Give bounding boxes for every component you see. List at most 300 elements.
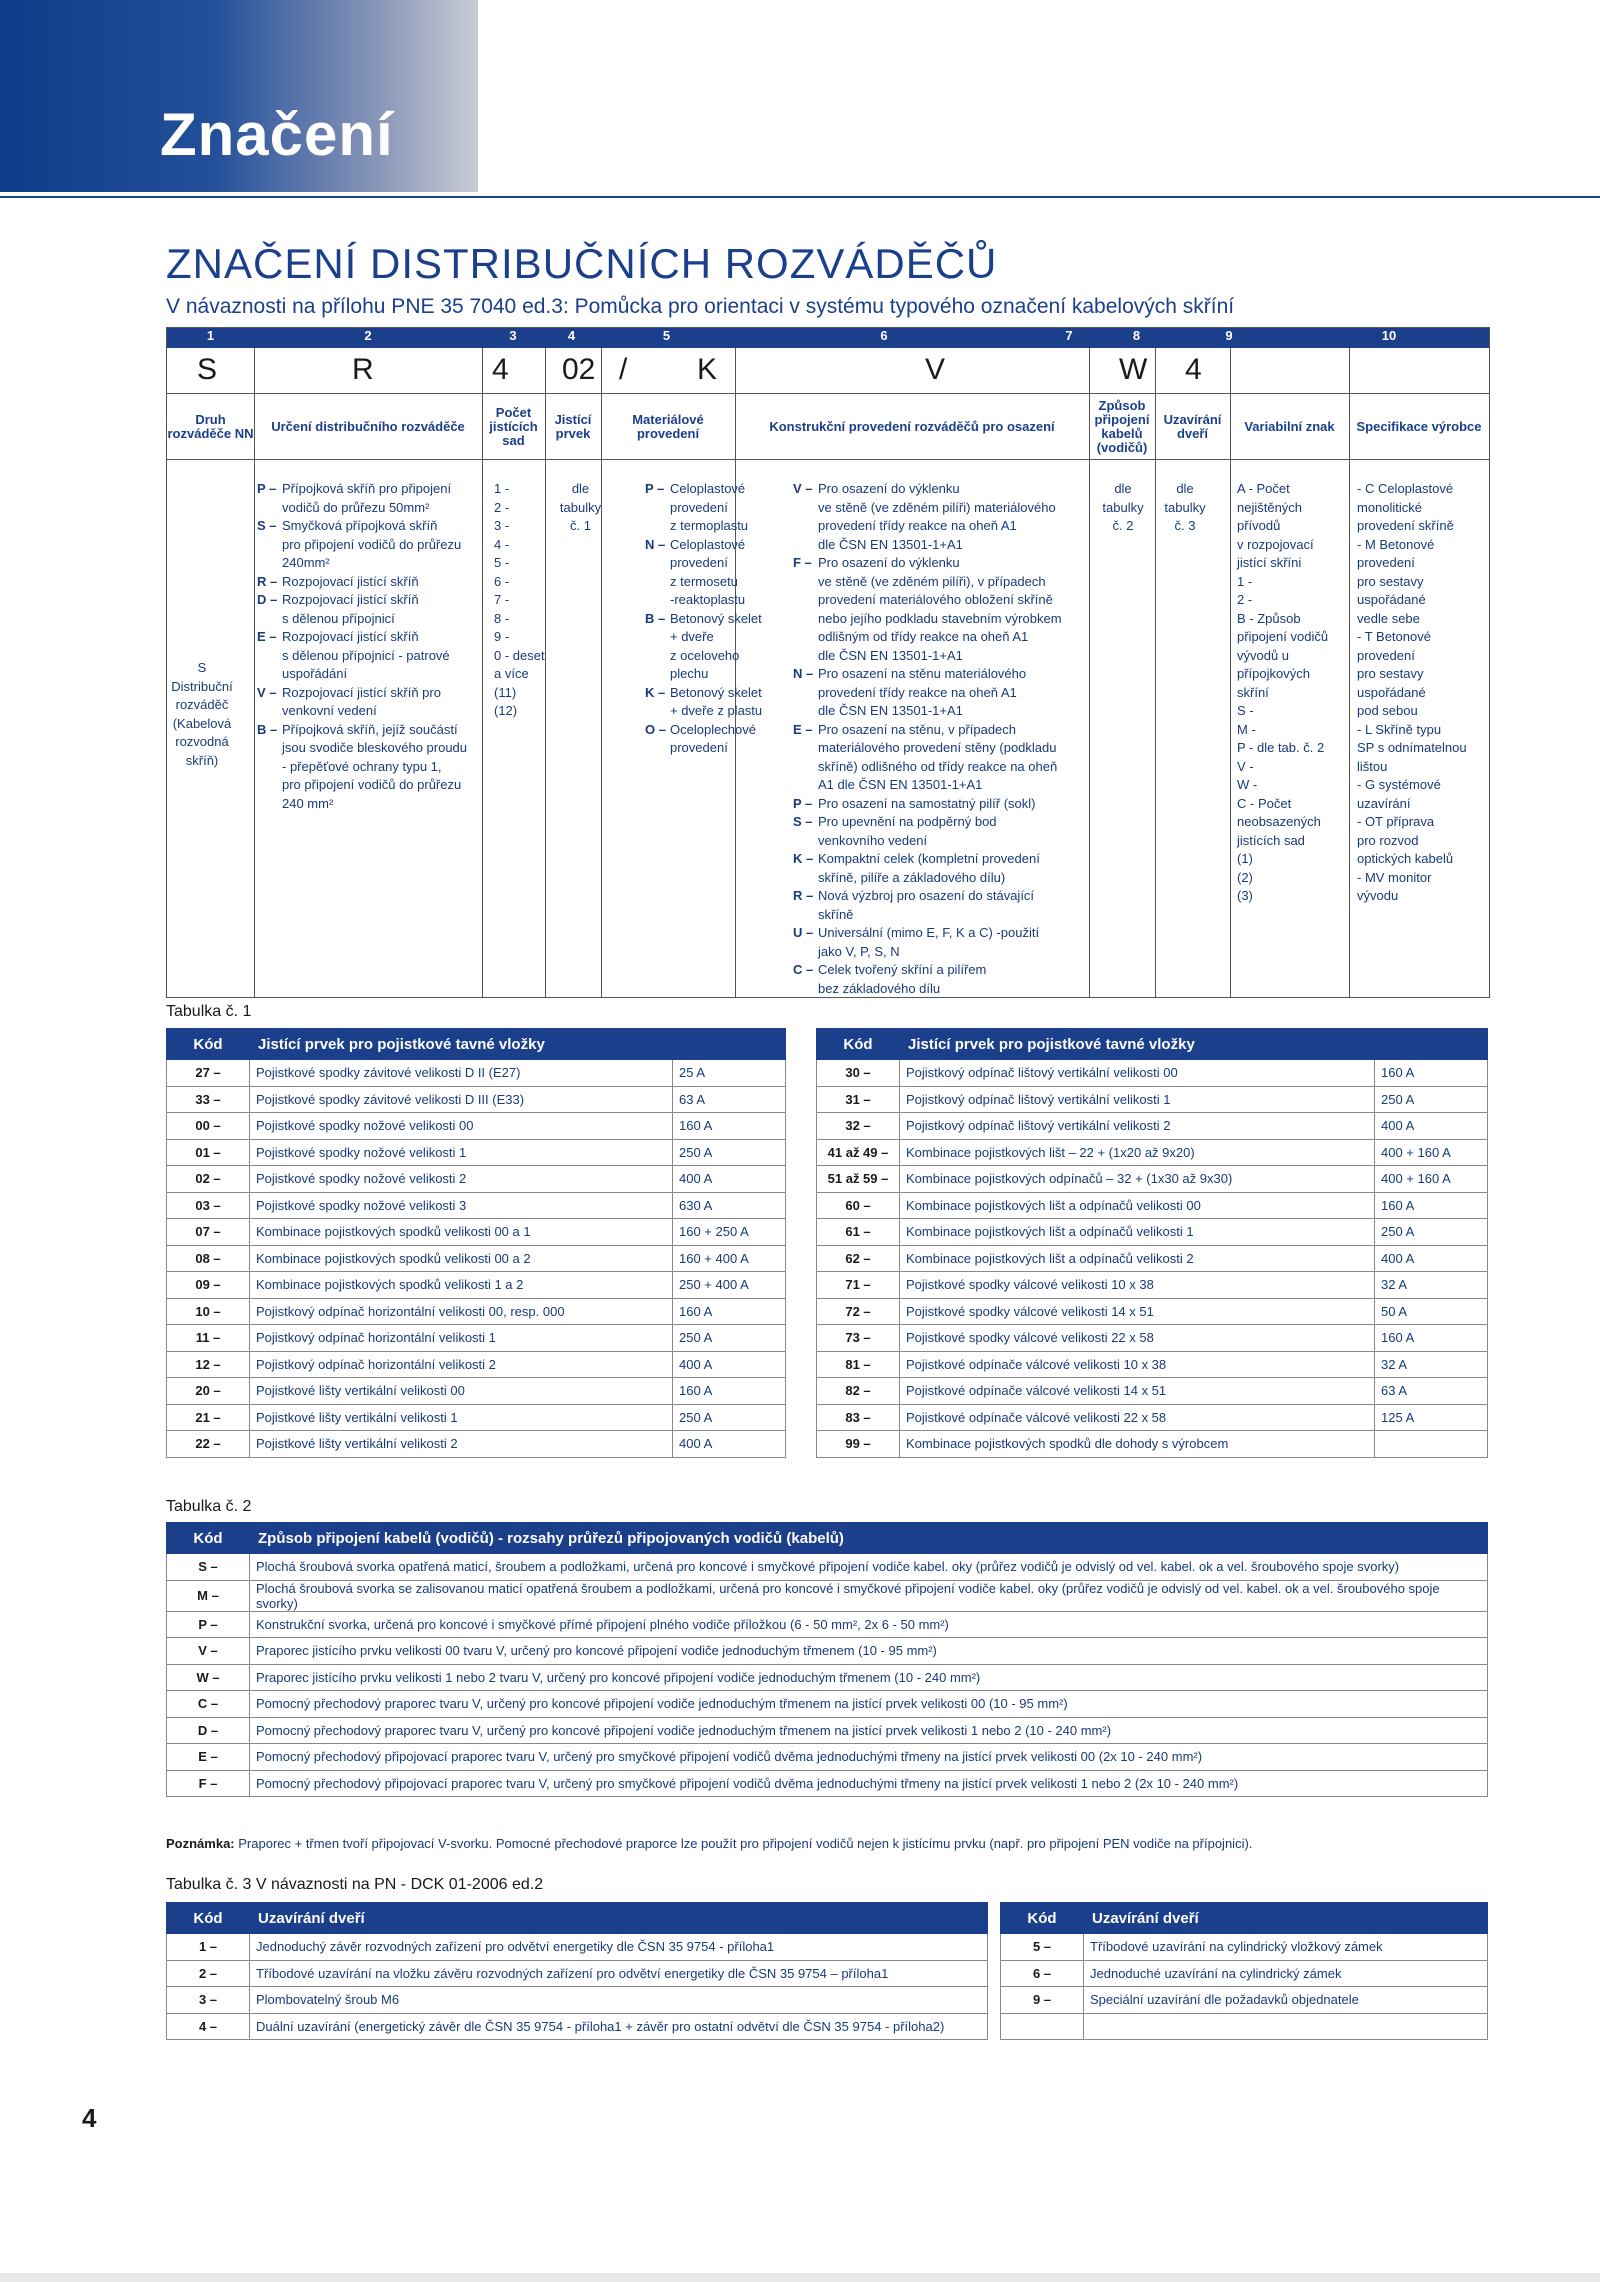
row-value: 250 A [1375,1219,1488,1246]
row-code: 6 – [1001,1960,1084,1987]
cell-key: P – [793,795,813,811]
row-desc: Praporec jistícího prvku velikosti 00 tvaru V, určený pro koncové připojení vodiče jednoduchým třmenem (10 - 95 mm²) [250,1638,1488,1665]
cell-key: E – [257,629,277,644]
cell-line [645,665,785,684]
cell-key: R – [793,888,814,903]
cell-text: skříně [818,906,854,922]
cell-text: venkovní vedení [282,703,377,718]
row-code: V – [167,1638,250,1665]
row-value: 400 A [673,1431,786,1458]
cell-line [793,684,1093,703]
cell-key: F – [793,555,812,570]
cell-line: provedení skříně [1357,518,1454,533]
row-code: 33 – [167,1086,250,1113]
row-desc: Speciální uzavírání dle požadavků objednatele [1084,1987,1488,2014]
cell-line: S - [1237,703,1254,718]
cell-line: provedení [1357,555,1415,570]
row-desc: Kombinace pojistkových lišt a odpínačů velikosti 00 [900,1192,1375,1219]
cell-line: pro sestavy [1357,666,1424,681]
row-value: 160 A [1375,1060,1488,1087]
row-desc: Pojistkový odpínač lištový vertikální velikosti 2 [900,1113,1375,1140]
row-desc: Plombovatelný šroub M6 [250,1987,988,2014]
cell-text: provedení třídy reakce na oheň A1 [818,684,1017,700]
row-desc: Pojistkové spodky válcové velikosti 10 x 38 [900,1272,1375,1299]
row-value: 250 A [673,1325,786,1352]
table-row [167,1611,1488,1638]
table-row [817,1351,1488,1378]
row-desc: Pojistkové lišty vertikální velikosti 00 [250,1378,673,1405]
row-code: 82 – [817,1378,900,1405]
row-code: 4 – [167,2013,250,2040]
table-row [167,1192,786,1219]
cell-text: provedení [670,555,728,570]
row-desc: Pojistkové lišty vertikální velikosti 1 [250,1404,673,1431]
table2-label: Tabulka č. 2 [166,1498,252,1515]
cell-line: vedle sebe [1357,610,1420,626]
cell-line [257,739,472,758]
row-desc: Tříbodové uzavírání na cylindrický vložkový zámek [1084,1934,1488,1961]
column-divider [254,348,255,997]
cell-key: S – [793,814,813,829]
cell-line: č. 1 [570,518,591,533]
cell-line [645,739,785,758]
cell-line: W - [1237,777,1258,792]
cell-text: - přepěťové ochrany typu 1, [282,758,442,774]
row-desc: Pojistkové spodky nožové velikosti 1 [250,1139,673,1166]
cell-line: dle [571,481,590,496]
cell-text: + dveře [670,629,714,644]
cell-text: pro připojení vodičů do průřezu [282,777,462,792]
cell-line: M - [1237,721,1256,737]
row-code: M – [167,1580,250,1611]
table-row [167,1744,1488,1771]
cell-line [793,554,1093,573]
row-desc: Jednoduchý závěr rozvodných zařízení pro odvětví energetiky dle ČSN 35 9754 - příloha1 [250,1934,988,1961]
cell-key: R – [257,573,278,589]
table-row [167,1272,786,1299]
table-row [167,1325,786,1352]
table-row [1001,1934,1488,1961]
row-code: 09 – [167,1272,250,1299]
table-row [1001,1987,1488,2014]
cell-text: Pro osazení na stěnu materiálového [818,666,1027,681]
cell-text: Rozpojovací jistící skříň pro [282,684,441,700]
row-code [1001,2013,1084,2040]
cell-line [793,924,1093,943]
cell-line: A - Počet [1237,481,1290,496]
row-code: 20 – [167,1378,250,1405]
note-label: Poznámka: [166,1836,235,1851]
cell-text: pro připojení vodičů do průřezu [282,536,462,552]
row-value: 63 A [1375,1378,1488,1405]
page-subtitle: V návaznosti na přílohu PNE 35 7040 ed.3: Pomůcka pro orientaci v systému typového označení kabelových skříní [166,295,1235,318]
row-desc: Pojistkový odpínač horizontální velikosti 00, resp. 000 [250,1298,673,1325]
cell-line [793,961,1093,980]
cell-key: P – [257,481,277,496]
cell-line: lištou [1357,758,1388,774]
cell-line [257,758,472,777]
row-desc: Pomocný přechodový praporec tvaru V, určený pro koncové připojení vodiče jednoduchým třmenem na jistící prvek velikosti 00 (10 - 95 mm²) [250,1691,1488,1718]
row-desc: Pojistkové spodky nožové velikosti 3 [250,1192,673,1219]
row-value: 160 A [1375,1192,1488,1219]
row-desc: Pojistkové spodky závitové velikosti D II (E27) [250,1060,673,1087]
table-row [167,1664,1488,1691]
cell-line [645,536,785,555]
cell-line: v rozpojovací [1237,536,1314,552]
cell-line: monolitické [1357,499,1423,515]
row-code: 31 – [817,1086,900,1113]
row-code: 30 – [817,1060,900,1087]
cell-line [257,795,472,814]
cell-text: venkovního vedení [818,832,928,848]
cell-line [793,980,1093,999]
row-code: 12 – [167,1351,250,1378]
cell-line: č. 2 [1112,518,1134,533]
cell-line: neobsazených [1237,814,1321,829]
cell-line: V - [1237,758,1254,774]
cell-line: skříň) [185,752,219,768]
cell-key: V – [257,684,277,700]
cell-line: 0 - deset [494,647,545,663]
cell-line: uspořádané [1357,592,1426,607]
cell-text: Přípojková skříň pro připojení [282,481,452,496]
row-code: 73 – [817,1325,900,1352]
cell-line: C - Počet [1237,795,1292,811]
row-desc: Pojistkový odpínač horizontální velikosti 2 [250,1351,673,1378]
cell-line [793,758,1093,777]
row-code: E – [167,1744,250,1771]
table-row [167,1378,786,1405]
cell-text: provedení [670,740,728,755]
header-divider [0,196,1600,198]
cell-text: Rozpojovací jistící skříň [282,629,419,644]
column-number: 8 [1132,328,1141,343]
cell-key: O – [645,721,666,737]
cell-line: (11) [494,684,517,700]
cell-text: provedení třídy reakce na oheň A1 [818,518,1017,533]
cell-key: B – [257,721,278,737]
table-row [817,1192,1488,1219]
cell-text: provedení [670,499,728,515]
table-row [167,1351,786,1378]
cell-line [793,739,1093,758]
column-header: Určení distribučního rozváděče [271,418,465,434]
cell-line [793,610,1093,629]
row-desc [1084,2013,1488,2040]
row-desc: Pojistkové spodky nožové velikosti 00 [250,1113,673,1140]
table-row [1001,1960,1488,1987]
cell-line [793,647,1093,666]
example-code: W [1119,353,1148,386]
row-desc: Kombinace pojistkových odpínačů – 32 + (1x30 až 9x30) [900,1166,1375,1193]
column-header: Konstrukční provedení rozváděčů pro osazení [769,418,1055,434]
cell-key: P – [645,481,665,496]
cell-line [257,665,472,684]
code-scheme-headers [167,394,1489,460]
cell-text: Betonový skelet [670,684,762,700]
cell-line: 1 - [1237,573,1253,589]
col-urceni [257,480,472,813]
code-scheme-numbers [167,328,1489,348]
row-code: 27 – [167,1060,250,1087]
cell-line [793,887,1093,906]
column-header: Způsob připojení kabelů (vodičů) [1094,397,1150,455]
row-desc: Pomocný přechodový připojovací praporec tvaru V, určený pro smyčkové připojení vodičů dvěma jednoduchými třmeny na jistící prvek velikosti 00 (2x 10 - 240 mm²) [250,1744,1488,1771]
cell-line [793,943,1093,962]
cell-line: 9 - [494,629,510,644]
cell-line: 2 - [494,499,510,515]
example-code: / [619,353,628,386]
cell-line [793,480,1093,499]
cell-line: (Kabelová [172,715,232,731]
cell-text: jako V, P, S, N [818,943,900,959]
cell-line: uzavírání [1357,795,1411,811]
cell-key: D – [257,592,278,607]
row-desc: Kombinace pojistkových lišt a odpínačů velikosti 1 [900,1219,1375,1246]
example-code: R [352,353,374,386]
row-code: 22 – [167,1431,250,1458]
column-header: Jistící prvek [554,411,592,441]
cell-key: S – [257,518,277,533]
cell-line [793,628,1093,647]
cell-line [645,721,785,740]
cell-key: N – [645,536,666,552]
cell-line [645,610,785,629]
header-title: Značení [160,101,394,168]
cell-key: C – [793,962,814,977]
page-number: 4 [82,2103,97,2133]
table-row [167,1245,786,1272]
cell-line: - G systémové [1357,777,1441,792]
table1-label: Tabulka č. 1 [166,1003,252,1020]
cell-line: pod sebou [1357,703,1418,718]
table-row [817,1298,1488,1325]
cell-line [793,702,1093,721]
cell-line [645,702,785,721]
column-divider [1155,348,1156,997]
table-row [817,1245,1488,1272]
cell-line: 3 - [494,518,510,533]
row-desc: Pojistkový odpínač lištový vertikální velikosti 00 [900,1060,1375,1087]
cell-line: dle [1114,481,1132,496]
row-code: 9 – [1001,1987,1084,2014]
row-value: 250 A [1375,1086,1488,1113]
cell-line: pro rozvod [1357,832,1419,848]
table-row [167,1934,988,1961]
table-row [817,1166,1488,1193]
column-number: 3 [509,328,517,343]
cell-line: jistících sad [1237,832,1305,848]
cell-text: Nová výzbroj pro osazení do stávající [818,888,1035,903]
cell-key: N – [793,666,814,681]
row-code: 2 – [167,1960,250,1987]
code-scheme [166,327,1490,998]
row-desc: Kombinace pojistkových spodků dle dohody s výrobcem [900,1431,1375,1458]
table-row [167,2013,988,2040]
cell-text: dle ČSN EN 13501-1+A1 [818,703,963,718]
cell-text: Celek tvořený skříní a pilířem [818,962,987,977]
table-row [817,1139,1488,1166]
cell-text: odlišným od třídy reakce na oheň A1 [818,629,1029,644]
cell-line: jistící skříni [1237,555,1302,570]
cell-text: uspořádání [282,666,348,681]
row-desc: Pojistkové lišty vertikální velikosti 2 [250,1431,673,1458]
cell-line [793,813,1093,832]
cell-text: 240 mm² [282,795,334,811]
row-value: 400 + 160 A [1375,1166,1488,1193]
cell-line: SP s odnímatelnou [1357,740,1467,755]
cell-line [257,554,472,573]
row-code: 08 – [167,1245,250,1272]
row-code: 5 – [1001,1934,1084,1961]
cell-line: 6 - [494,573,510,589]
cell-line [645,573,785,592]
col-druh [171,659,233,770]
header-code: Kód [167,1903,250,1934]
cell-line: vývodu [1357,888,1399,903]
cell-line [645,517,785,536]
row-desc: Tříbodové uzavírání na vložku závěru rozvodných zařízení pro odvětví energetiky dle ČSN 35 9754 – příloha1 [250,1960,988,1987]
row-desc: Pojistkové spodky nožové velikosti 2 [250,1166,673,1193]
cell-text: Celoplastové [670,536,746,552]
cell-line [793,832,1093,851]
row-code: 60 – [817,1192,900,1219]
cell-line: pro sestavy [1357,573,1424,589]
cell-line [257,721,472,740]
row-code: D – [167,1717,250,1744]
column-number: 1 [206,328,215,343]
row-value: 160 A [673,1113,786,1140]
row-value: 160 A [1375,1325,1488,1352]
cell-text: Oceloplechové [670,721,756,737]
col-material [645,480,785,758]
cell-text: Přípojková skříň, jejíž součástí [282,721,458,737]
row-code: 10 – [167,1298,250,1325]
table-header-row [1001,1903,1488,1934]
cell-line: - OT příprava [1357,814,1435,829]
cell-line: 5 - [494,555,510,570]
table-row [167,1987,988,2014]
row-code: 99 – [817,1431,900,1458]
table-row [167,1717,1488,1744]
cell-key: B – [645,610,666,626]
header-code: Kód [817,1029,900,1060]
column-number: 7 [1065,328,1073,343]
header-desc: Způsob připojení kabelů (vodičů) - rozsahy průřezů připojovaných vodičů (kabelů) [250,1523,1488,1554]
row-value [1375,1431,1488,1458]
cell-text: s dělenou přípojnicí [282,610,395,626]
cell-key: K – [645,684,666,700]
row-value: 250 + 400 A [673,1272,786,1299]
example-code: 02 [562,353,596,386]
table-row [167,1431,786,1458]
cell-line [793,573,1093,592]
cell-line: P - dle tab. č. 2 [1237,740,1325,755]
table-row [167,1086,786,1113]
cell-key: U – [793,925,814,940]
row-value: 400 A [1375,1245,1488,1272]
cell-line [257,776,472,795]
row-value: 250 A [673,1139,786,1166]
cell-line [645,591,785,610]
cell-line: rozváděč [175,697,229,712]
table-row [817,1325,1488,1352]
column-header: Materiálové provedení [632,411,704,441]
col-specifikace [1357,480,1485,906]
cell-text: z oceloveho [670,647,740,663]
row-code: 03 – [167,1192,250,1219]
cell-line [645,684,785,703]
cell-text: z termosetu [670,573,738,589]
col-uzavirani [1155,480,1215,536]
row-code: 81 – [817,1351,900,1378]
column-number: 10 [1381,328,1397,343]
row-value: 160 + 400 A [673,1245,786,1272]
table3-right [1000,1902,1488,2040]
col-konstrukce [793,480,1093,998]
cell-line [793,536,1093,555]
column-header: Specifikace výrobce [1356,418,1482,434]
header-desc: Uzavírání dveří [1084,1903,1488,1934]
row-value: 250 A [673,1404,786,1431]
table-row [167,1060,786,1087]
row-value: 160 A [673,1298,786,1325]
cell-line: skříní [1237,684,1269,700]
cell-line: 4 - [494,536,510,552]
column-number: 4 [567,328,576,343]
cell-text: plechu [670,666,709,681]
cell-text: Pro osazení na stěnu, v případech [818,721,1017,737]
cell-line: - MV monitor [1357,869,1432,885]
cell-text: Smyčková přípojková skříň [282,518,438,533]
table1-right [816,1028,1488,1458]
table-header-row [167,1903,988,1934]
row-code: 71 – [817,1272,900,1299]
cell-line: - M Betonové [1357,536,1435,552]
row-code: 11 – [167,1325,250,1352]
header-code: Kód [1001,1903,1084,1934]
cell-line: tabulky [1164,499,1206,515]
row-code: 83 – [817,1404,900,1431]
row-value: 32 A [1375,1351,1488,1378]
table2 [166,1522,1488,1797]
table-row [167,1404,786,1431]
row-code: W – [167,1664,250,1691]
cell-line: provedení [1357,647,1415,663]
cell-line: optických kabelů [1357,851,1454,866]
row-desc: Kombinace pojistkových spodků velikosti 00 a 1 [250,1219,673,1246]
cell-line [257,628,472,647]
row-desc: Kombinace pojistkových lišt a odpínačů velikosti 2 [900,1245,1375,1272]
table-row [167,1554,1488,1581]
cell-line: (2) [1237,869,1253,885]
footer-band [0,2273,1600,2282]
cell-text: skříně) odlišného od třídy reakce na oheň [818,758,1058,774]
cell-text: Pro osazení do výklenku [818,555,960,570]
cell-text: jsou svodiče bleskového proudu [282,740,468,755]
row-desc: Kombinace pojistkových spodků velikosti 00 a 2 [250,1245,673,1272]
row-code: 51 až 59 – [817,1166,900,1193]
cell-line: tabulky [1102,499,1144,515]
cell-text: Celoplastové [670,481,746,496]
cell-line [793,776,1093,795]
table-header-row [817,1029,1488,1060]
row-code: 02 – [167,1166,250,1193]
cell-text: Universální (mimo E, F, K a C) -použití [818,925,1040,940]
row-value: 400 + 160 A [1375,1139,1488,1166]
column-divider [482,348,483,997]
table-row [817,1431,1488,1458]
